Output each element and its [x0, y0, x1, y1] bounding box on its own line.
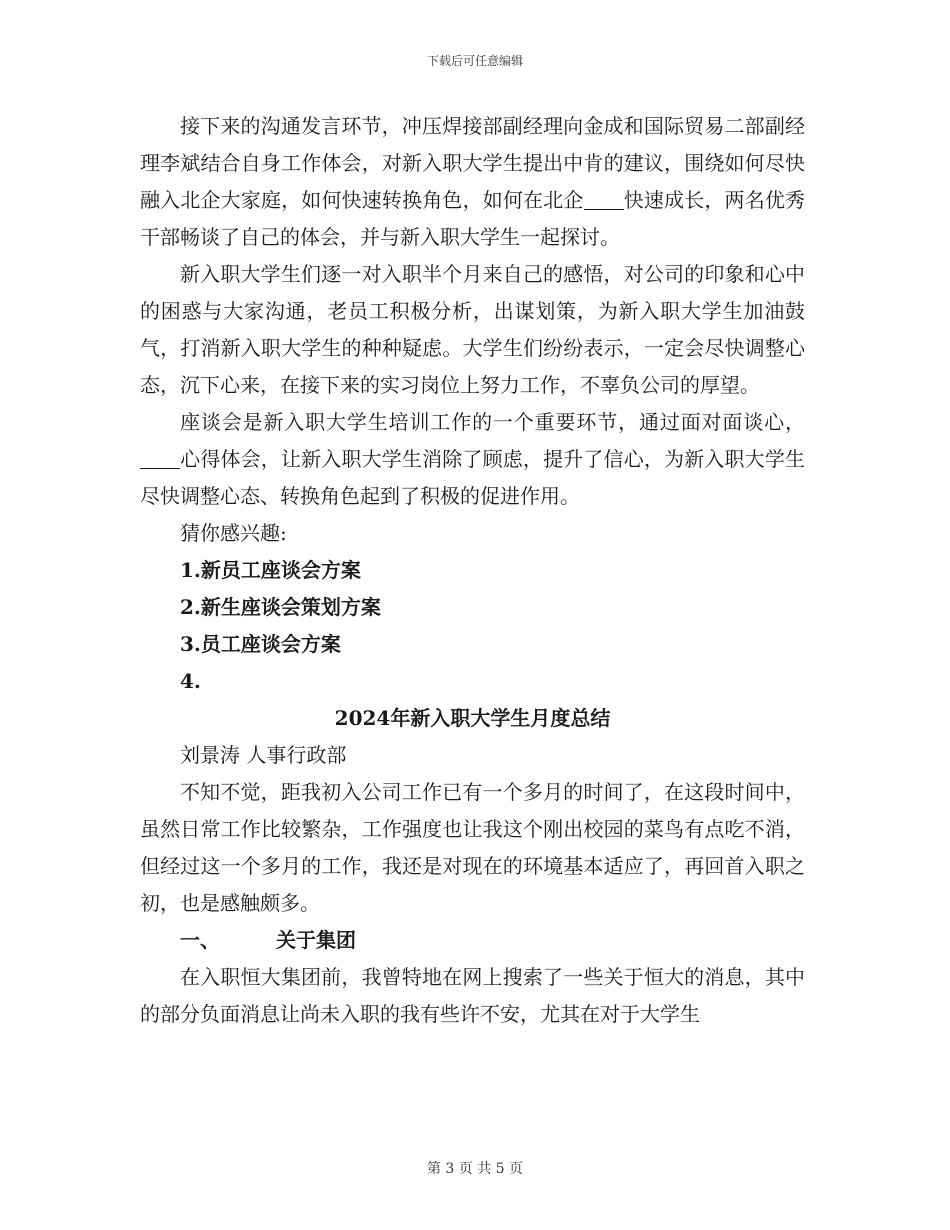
related-link-4[interactable]: 4.	[180, 669, 201, 693]
section-title: 关于集团	[276, 928, 356, 952]
page-footer: 第 3 页 共 5 页	[426, 1161, 524, 1177]
paragraph-text: 心得体会，让新入职大学生消除了顾虑，提升了信心，为新入职大学生尽快调整心态、转换角色起到了积极的促进作用。	[140, 447, 805, 508]
related-link-3[interactable]: 3.员工座谈会方案	[180, 632, 341, 656]
section-heading	[140, 922, 805, 959]
paragraph-summary	[140, 404, 805, 515]
related-heading: 猜你感兴趣:	[180, 521, 287, 545]
paragraph-text: 座谈会是新入职大学生培训工作的一个重要环节，通过面对面谈心，	[180, 410, 805, 434]
related-link-1[interactable]: 1.新员工座谈会方案	[180, 558, 361, 582]
article-title: 2024年新入职大学生月度总结	[334, 706, 611, 730]
section-number: 一、	[180, 928, 220, 952]
fill-blank	[584, 189, 624, 210]
paragraph-intro: 不知不觉，距我初入公司工作已有一个多月的时间了，在这段时间中，虽然日常工作比较繁杂，工作强度也让我这个刚出校园的菜鸟有点吃不消，但经过这一个多月的工作，我还是对现在的环境基本适应了，再回首入职之初，也是感触颇多。	[140, 780, 805, 915]
document-body	[140, 108, 805, 1033]
paragraph-communication	[140, 108, 805, 256]
page-header: 下载后可任意编辑	[426, 54, 523, 68]
fill-blank	[140, 448, 180, 469]
paragraph-group: 在入职恒大集团前，我曾特地在网上搜索了一些关于恒大的消息，其中的部分负面消息让尚未入职的我有些许不安，尤其在对于大学生	[140, 965, 805, 1026]
paragraph-feedback: 新入职大学生们逐一对入职半个月来自己的感悟，对公司的印象和心中的困惑与大家沟通，老员工积极分析，出谋划策，为新入职大学生加油鼓气，打消新入职大学生的种种疑虑。大学生们纷纷表示，一定会尽快调整心态，沉下心来，在接下来的实习岗位上努力工作，不辜负公司的厚望。	[140, 262, 805, 397]
article-author: 刘景涛 人事行政部	[180, 743, 347, 767]
related-link-2[interactable]: 2.新生座谈会策划方案	[180, 595, 381, 619]
paragraph-text: 接下来的沟通发言环节，冲压焊接部副经理向金成和国际贸易二部副经理李斌结合自身工作体会，对新入职大学生提出中肯的建议，围绕如何尽快融入北企大家庭，如何快速转换角色，如何在北企	[140, 114, 805, 212]
paragraph-text: 快速成长，两名优秀干部畅谈了自己的体会，并与新入职大学生一起探讨。	[140, 188, 806, 249]
